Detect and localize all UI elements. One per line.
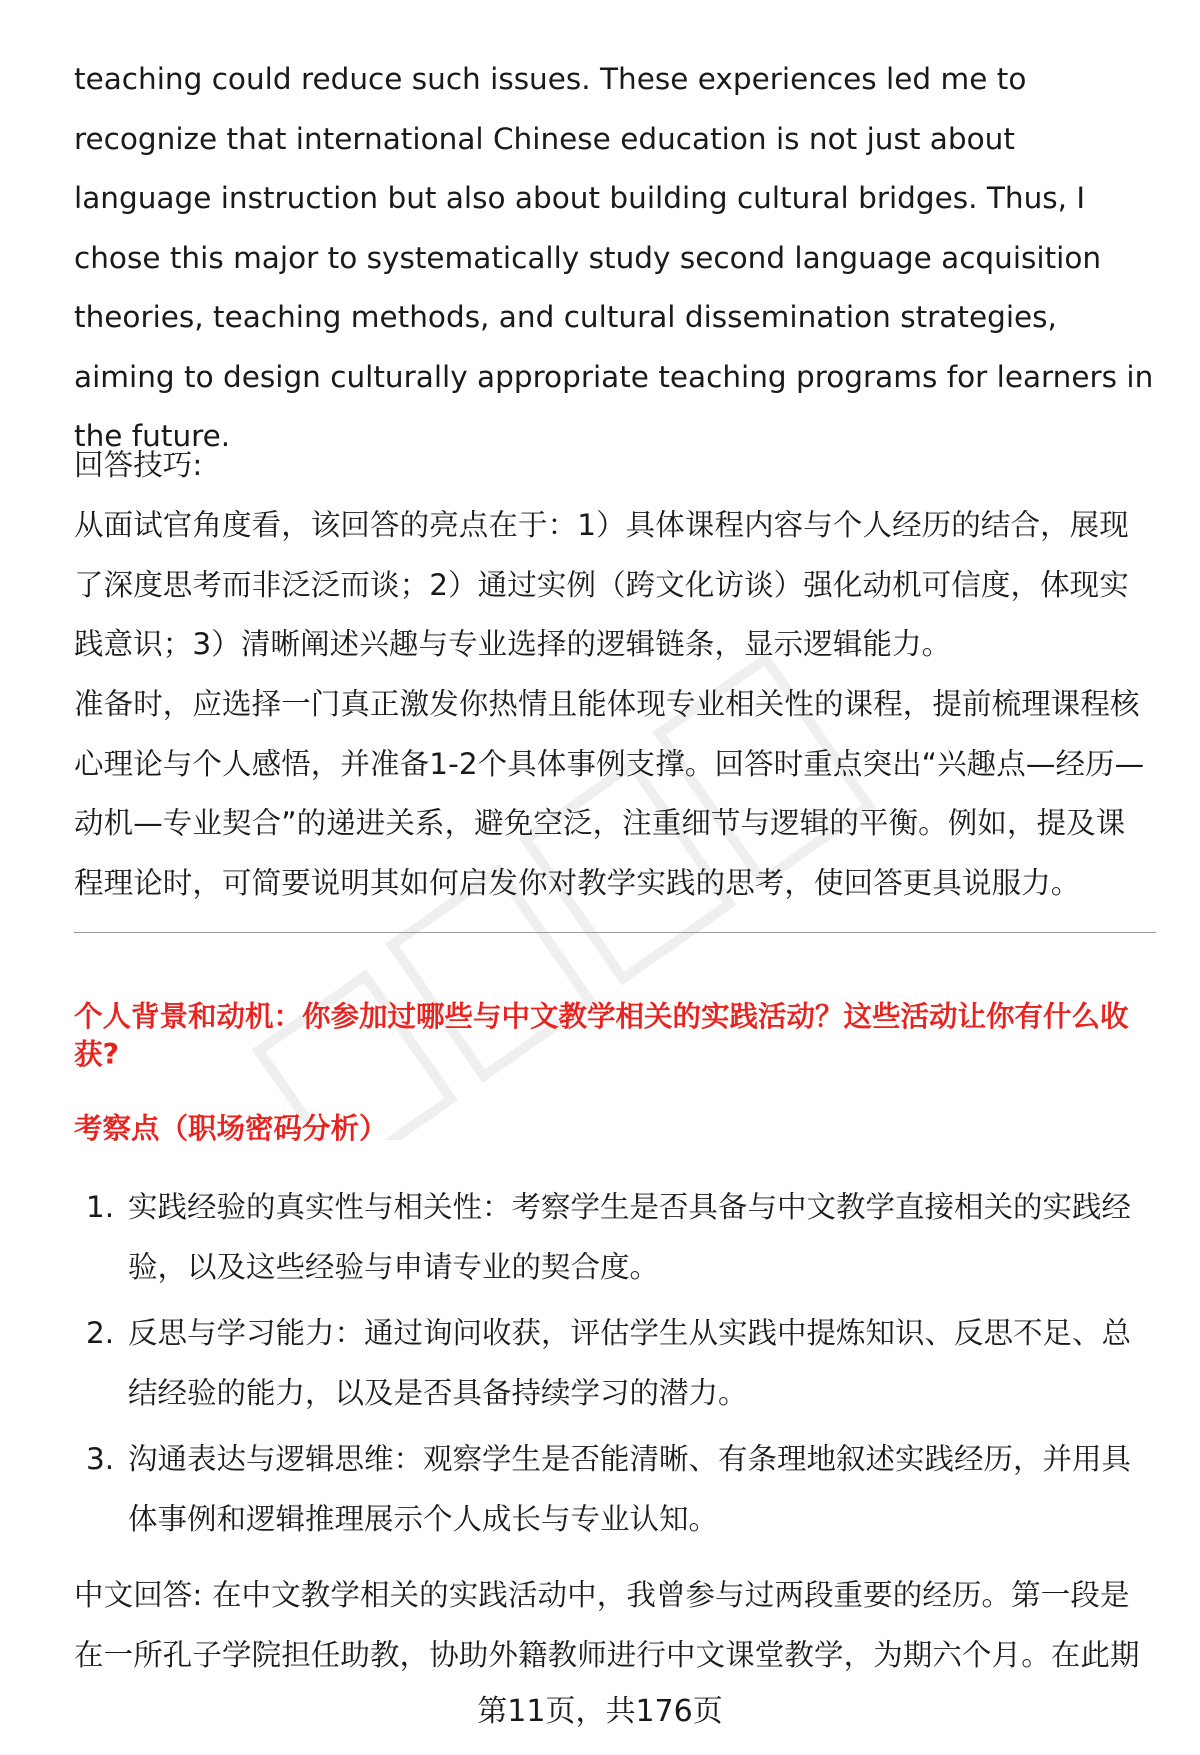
tips-paragraph-2: 准备时，应选择一门真正激发你热情且能体现专业相关性的课程，提前梳理课程核心理论与个人感悟，并准备1-2个具体事例支撑。回答时重点突出“兴趣点—经历—动机—专业契合”的递进关系，避免空泛，注重细节与逻辑的平衡。例如，提及课程理论时，可简要说明其如何启发你对教学实践的思考，使回答更具说服力。: [74, 687, 1145, 900]
answer-text: 在中文教学相关的实践活动中，我曾参与过两段重要的经历。第一段是在一所孔子学院担任助教，协助外籍教师进行中文课堂教学，为期六个月。在此期: [74, 1578, 1140, 1672]
list-item: [74, 1304, 1154, 1423]
intro-paragraph: teaching could reduce such issues. These experiences led me to recognize that international Chinese education is not just about language instruction but also about building cultural bridges. Thus, I chose this major to systematically study second language acquisition theories, teaching methods, and cultural dissemination strategies, aiming to design culturally appropriate teaching programs for learners in the future.: [74, 62, 1154, 453]
list-item-number: 2.: [86, 1316, 115, 1350]
assessment-points-list: [74, 1178, 1154, 1556]
page-number-footer: 第11页，共176页: [477, 1694, 723, 1729]
list-item: [74, 1178, 1154, 1297]
tips-label: 回答技巧:: [74, 448, 203, 482]
list-item-text: 实践经验的真实性与相关性：考察学生是否具备与中文教学直接相关的实践经验，以及这些经验与申请专业的契合度。: [128, 1190, 1132, 1284]
answer-paragraph: [74, 1566, 1154, 1685]
question-subheading: 考察点（职场密码分析）: [74, 1112, 388, 1145]
answer-label: 中文回答:: [74, 1578, 203, 1612]
list-item-number: 1.: [86, 1190, 115, 1224]
list-item-text: 反思与学习能力：通过询问收获，评估学生从实践中提炼知识、反思不足、总结经验的能力，以及是否具备持续学习的潜力。: [128, 1316, 1132, 1410]
question-title: 个人背景和动机：你参加过哪些与中文教学相关的实践活动？这些活动让你有什么收获?: [74, 1000, 1129, 1071]
section-divider: [74, 932, 1156, 933]
list-item-text: 沟通表达与逻辑思维：观察学生是否能清晰、有条理地叙述实践经历，并用具体事例和逻辑推理展示个人成长与专业认知。: [128, 1442, 1132, 1536]
list-item-number: 3.: [86, 1442, 115, 1476]
tips-paragraph-1: 从面试官角度看，该回答的亮点在于：1）具体课程内容与个人经历的结合，展现了深度思考而非泛泛而谈；2）通过实例（跨文化访谈）强化动机可信度，体现实践意识；3）清晰阐述兴趣与专业选择的逻辑链条，显示逻辑能力。: [74, 508, 1129, 661]
list-item: [74, 1430, 1154, 1549]
